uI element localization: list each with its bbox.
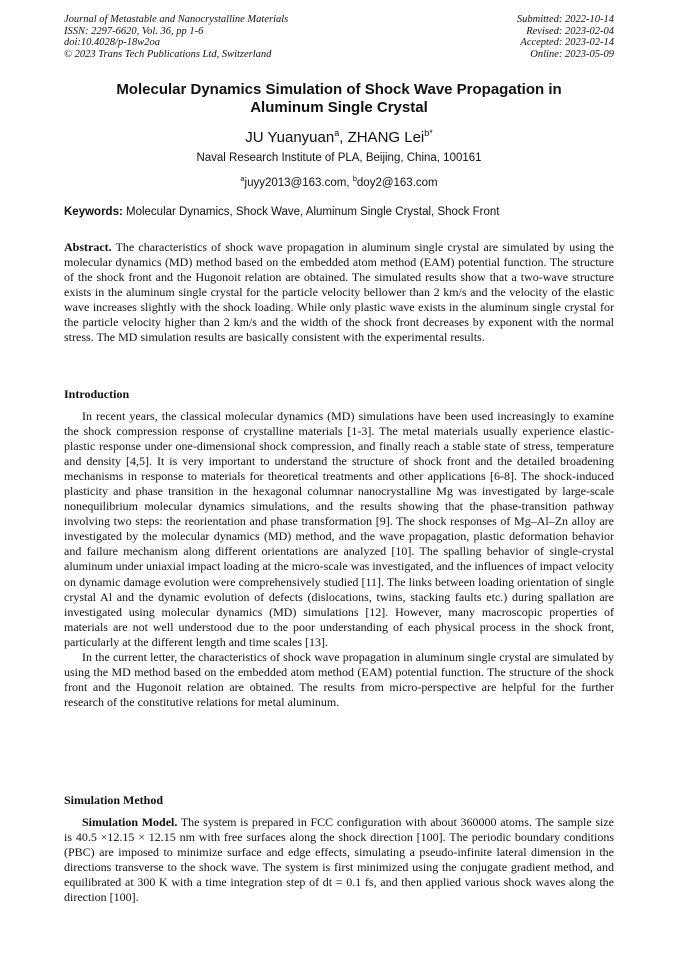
publication-dates [517, 14, 614, 60]
section-heading-introduction: Introduction [64, 387, 130, 401]
journal-copyright: © 2023 Trans Tech Publications Ltd, Switzerland [64, 48, 272, 60]
journal-name: Journal of Metastable and Nanocrystalline Materials [64, 14, 289, 25]
paper-title: Molecular Dynamics Simulation of Shock Wave Propagation in Aluminum Single Crystal [116, 81, 562, 116]
author-2-affil-mark: b* [424, 128, 433, 138]
date-submitted: Submitted: 2022-10-14 [516, 14, 614, 25]
keywords-label: Keywords: [64, 206, 123, 218]
keywords [64, 205, 614, 219]
introduction-paragraph-2: In the current letter, the characteristics of shock wave propagation in aluminum single crystal are simulated by using the MD method based on the embedded atom method (EAM) potential function. The structure of the shock front and the Hugonoit relation are obtained. The results from micro-perspective are helpful for the further research of the constitutive relations for metal aluminum. [64, 649, 614, 709]
author-separator: , [339, 129, 348, 146]
journal-info [64, 14, 288, 60]
author-list [64, 124, 614, 147]
keywords-text: Molecular Dynamics, Shock Wave, Aluminum Single Crystal, Shock Front [122, 206, 500, 218]
abstract [64, 240, 614, 345]
abstract-text: The characteristics of shock wave propagation in aluminum single crystal are simulated by using the molecular dynamics (MD) method based on the embedded atom method (EAM) potential function. The structure of the shock front and the Hugonoit relation are obtained. The simulated results show that a two-wave structure exists in the aluminum single crystal for the particle velocity bellower than 2 km/s and the velocity of the elastic wave increases slightly with the shock loading. While only plastic wave exists in the aluminum single crystal for the particle velocity higher than 2 km/s and the width of the shock front decreases by exponent with the normal stress. The MD simulation results are basically consistent with the experimental results. [64, 240, 614, 345]
email-b-mark: b [352, 174, 357, 183]
journal-issn: ISSN: 2297-6620, Vol. 36, pp 1-6 [64, 25, 204, 37]
simulation-model-label: Simulation Model. [82, 815, 178, 829]
abstract-label: Abstract. [64, 240, 112, 254]
author-1: JU Yuanyuan [245, 129, 335, 146]
simulation-body [64, 815, 614, 905]
journal-doi: doi:10.4028/p-18w2oa [64, 37, 160, 48]
section-heading-simulation-method: Simulation Method [64, 793, 164, 807]
email-a[interactable]: juyy2013@163.com, [244, 176, 353, 189]
author-2: ZHANG Lei [347, 129, 425, 146]
author-1-affil-mark: a [334, 128, 340, 138]
email-b[interactable]: doy2@163.com [356, 176, 438, 189]
date-accepted: Accepted: 2023-02-14 [520, 37, 614, 48]
simulation-paragraph-1 [64, 815, 614, 905]
introduction-paragraph-1: In recent years, the classical molecular dynamics (MD) simulations have been used increasingly to examine the shock compression response of crystalline materials [1-3]. The metal materials usually experience elastic-plastic response under one-dimensional shock compression, and finally reach a stable state of stress, temperature and density [4,5]. It is very important to understand the structure of shock front and the detailed broadening mechanisms in response to materials for theoretical treatments and other applications [6-8]. The shock-induced plasticity and phase transition in the hexagonal columnar nanocrystalline Mg was investigated by large-scale nonequilibrium molecular dynamics simulations, and the results showing that the phase-transition pathway involving two steps: the reorientation and phase transformation [9]. The shock responses of Mg–Al–Zn alloy are investigated by the molecular dynamics (MD) method, and the wave propagation, plastic deformation behavior and failure mechanism along different orientations are analyzed [10]. The spalling behavior of single-crystal aluminum under uniaxial impact loading at the micro-scale was investigated, and the influences of impact velocity on dynamic damage evolution were comprehensively studied [11]. The links between loading orientation of single crystal Al and the dynamic evolution of defects (dislocations, twins, stacking faults etc.) during spallation are investigated using molecular dynamics (MD) simulations [12]. However, many macroscopic properties of materials are not well understood due to the poor understanding of each physical process in the shock front, particularly at the different length and time scales [13]. [64, 409, 614, 649]
date-revised: Revised: 2023-02-04 [526, 25, 614, 37]
author-emails [64, 172, 614, 190]
date-online: Online: 2023-05-09 [530, 48, 614, 60]
introduction-body [64, 409, 614, 710]
affiliation: Naval Research Institute of PLA, Beijing, China, 100161 [196, 152, 482, 164]
simulation-model-text: The system is prepared in FCC configuration with about 360000 atoms. The sample size is 40.5 ×12.15 × 12.15 nm with free surfaces along the shock direction [100]. The periodic boundary conditions (PBC) are imposed to minimize surface and edge effects, simulating a pseudo-infinite lateral dimension in the directions transverse to the shock wave. The system is first minimized using the conjugate gradient method, and equilibrated at 300 K with a time integration step of dt = 0.1 fs, and then applied various shock waves along the direction [100]. [64, 815, 614, 905]
email-a-mark: a [240, 174, 245, 183]
